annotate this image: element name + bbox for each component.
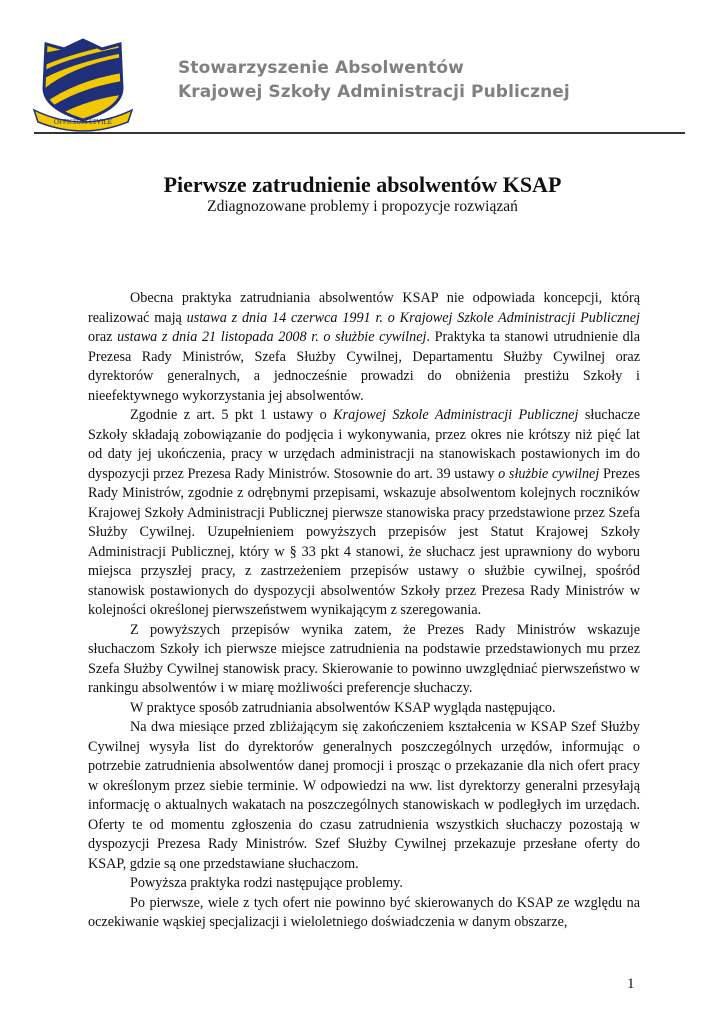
text-run: Zgodnie z art. 5 pkt 1 ustawy o — [130, 407, 334, 423]
body-paragraph — [88, 406, 640, 621]
text-run: W praktyce sposób zatrudniania absolwentów KSAP wygląda następująco. — [130, 699, 556, 716]
document-subtitle: Zdiagnozowane problemy i propozycje rozwiązań — [207, 198, 518, 215]
text-run: Prezes Rady Ministrów, zgodnie z odrębnymi przepisami, wskazuje absolwentom kolejnych roczników Krajowej Szkoły Administracji Publicznej pierwsze stanowiska pracy przedstawione przez Szefa Służby Cywilnej. Uzupełnieniem powyższych przepisów jest Statut Krajowej Szkoły Administracji Publicznej, który w § 33 pkt 4 stanowi, że słuchacz jest uprawniony do wyboru miejsca przyszłej pracy, z zastrzeżeniem przepisów ustawy o służbie cywilnej, spośród stanowisk postawionych do dyspozycji absolwentów Szkoły przez Prezesa Rady Ministrów w kolejności określonej pierwszeństwem wynikającym z szeregowania. — [88, 465, 640, 618]
italic-citation: Krajowej Szkole Administracji Publicznej — [333, 407, 579, 423]
body-paragraph — [88, 289, 640, 406]
document-title: Pierwsze zatrudnienie absolwentów KSAP — [163, 172, 562, 197]
body-paragraph — [88, 699, 640, 719]
body-paragraph — [88, 621, 640, 699]
header-divider — [34, 132, 685, 134]
text-run: oraz — [88, 329, 118, 345]
association-logo — [28, 36, 138, 132]
italic-citation: ustawa z dnia 14 czerwca 1991 r. o Krajowej Szkole Administracji Publicznej — [186, 309, 640, 326]
text-run: Na dwa miesiące przed zbliżającym się zakończeniem kształcenia w KSAP Szef Służby Cywilnej wysyła list do dyrektorów generalnych poszczególnych urzędów, informując o potrzebie zatrudnienia absolwentów danej promocji i prosząc o przekazanie dla nich ofert pracy w określonym przez siebie terminie. W odpowiedzi na ww. list dyrektorzy generalni przesyłają informację o aktualnych wakatach na poszczególnych stanowiskach w podległych im urzędach. Oferty te od momentu zgłoszenia do czasu zatrudnienia wszystkich słuchaczy pozostają w dyspozycji Prezesa Rady Ministrów. Szef Służby Cywilnej przekazuje przesłane oferty do KSAP, gdzie są one przedstawiane słuchaczom. — [88, 719, 640, 872]
text-run: Powyższa praktyka rodzi następujące problemy. — [130, 875, 403, 891]
body-paragraph — [88, 874, 640, 894]
org-name-line-1: Stowarzyszenie Absolwentów — [178, 58, 464, 78]
org-name-line-2: Krajowej Szkoły Administracji Publicznej — [178, 82, 570, 102]
body-paragraph — [88, 894, 640, 933]
page-number: 1 — [627, 976, 635, 992]
body-paragraph — [88, 718, 640, 874]
text-run: Z powyższych przepisów wynika zatem, że Prezes Rady Ministrów wskazuje słuchaczom Szkoły ich pierwsze miejsce zatrudnienia na podstawie przedstawionych mu przez Szefa Służby Cywilnej stanowisk pracy. Skierowanie to powinno uwzględniać pierwszeństwo w rankingu absolwentów i w miarę możliwości preferencje słuchaczy. — [88, 621, 640, 696]
text-run: Po pierwsze, wiele z tych ofert nie powinno być skierowanych do KSAP ze względu na oczekiwanie wąskiej specjalizacji i wieloletniego doświadczenia w danym obszarze, — [88, 894, 640, 930]
text-run: . Praktyka ta stanowi utrudnienie dla Prezesa Rady Ministrów, Szefa Służby Cywilnej, Departamentu Służby Cywilnej oraz dyrektorów generalnych, a jednocześnie prowadzi do obniżenia prestiżu Szkoły i nieefektywnego wykorzystania jej absolwentów. — [88, 329, 640, 404]
text-run: Obecna praktyka zatrudniania absolwentów KSAP nie odpowiada koncepcji, którą realizować mają — [88, 290, 640, 326]
italic-citation: ustawa z dnia 21 listopada 2008 r. o służbie cywilnej — [117, 329, 427, 345]
logo-motto: OFFICIUM CIVILE — [53, 118, 113, 126]
italic-citation: o służbie cywilnej — [498, 465, 600, 482]
document-body — [88, 289, 640, 933]
text-run: słuchacze Szkoły składają zobowiązanie do podjęcia i wykonywania, przez okres nie krótszy niż pięć lat od daty jej ukończenia, pracy w urzędach administracji na stanowiskach postawionych im do dyspozycji przez Prezesa Rady Ministrów. Stosownie do art. 39 ustawy — [88, 407, 640, 482]
